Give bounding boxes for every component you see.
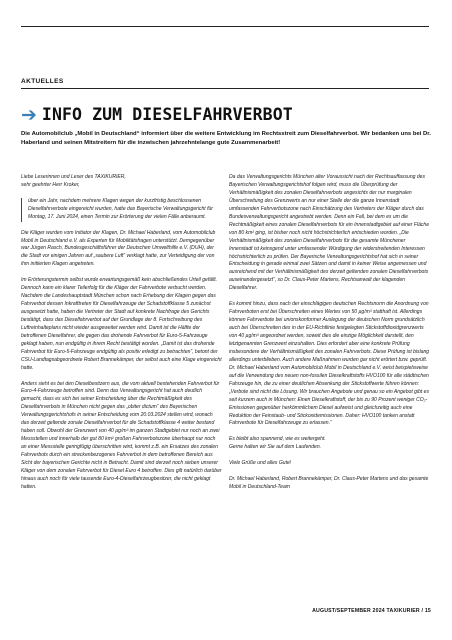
top-divider (21, 26, 429, 27)
footer-separator: / (421, 608, 424, 614)
closing-greeting: Viele Grüße und alles Gute! (229, 460, 292, 467)
left-column (21, 174, 222, 492)
paragraph: Es kommt hinzu, dass nach der einschlägigen deutschen Rechtsnorm die Anordnung von Fahrverboten erst bei Überschreiten eines Wertes von 50 µg/m³ statthaft ist. Allerdings können Fahrverbote bei unionskonformer Auslegung der deutschen Norm grundsätzlich auch bei Überschreiten des in der EU-Richtlinie festgelegten Stickstoffdioxidgrenzwerts von 40 µg/m³ angeordnet werden, soweit dies die einzige Möglichkeit darstellt, den letztgenannten Grenzwert einzuhalten. Dies erfordert aber eine konkrete Prüfung insbesondere der Verhältnismäßigkeit des zonalen Fahrverbots. Diese Prüfung ist bislang allerdings unterblieben. Auch andere Maßnahmen wurden gar nicht erörtert bzw. geprüft. Dr. Michael Haberland vom Automobilclub Mobil in Deutschland e.V. weist beispielsweise auf die Verwendung des neuen non-fossilen Dieselkraftstoffs HVO100 für alle städtischen Fahrzeuge hin, die zu einer deutlichen Absenkung der Stickstoffwerte führen können: „Verbote sind nicht die Lösung. Wir brauchen Angebote und genau so ein Angebot gibt es seit kurzem auch in München: Einen Dieselkraftstoff, der bis zu 90 Prozent weniger CO₂-Emissionen gegenüber herkömmlichem Diesel aufweist und gleichzeitig auch eine Reduktion der Feinstaub- und Stickoxidemissionen. Daher: HVO100 tanken anstatt Fahrverbote für Dieselfahrzeuge zu erlassen.“ (229, 301, 430, 427)
section-label: AKTUELLES (21, 78, 64, 85)
article-headline (21, 106, 293, 125)
signature: Dr. Michael Haberland, Robert Brannekämper, Dr. Claus-Peter Martens und das gesamte Mobil in Deutschland-Team (229, 475, 429, 490)
paragraph: Anders sieht es bei den Dieselbesitzern aus, die vom aktuell bestehenden Fahrverbot für Euro-4-Fahrzeuge betroffen sind. Denn das Verwaltungsgericht hat auch deutlich gemacht, dass es sich bei seiner Entscheidung über die Rechtmäßigkeit des Dieselfahrverbots in München nicht gegen das „obiter dictum“ des Bayerischen Verwaltungsgerichtshofs in seiner Entscheidung vom 20.03.2024 stellen wird, wonach das derzeit geltende zonale Dieselfahrverbot für die Schadstoffklasse 4 weiter bestand haben soll. Obwohl der Grenzwert von 40 µg/m³ im ganzen Stadtgebiet nur noch an zwei Messstellen und innerhalb der gut 80 km² großen Fahrverbotszone überhaupt nur noch an einer Messstelle geringfügig überschritten wird, kommt z.B. ein Ersatzes des zonalen Fahrverbots durch ein streckenbezogenes Fahrverbot in dem betroffenen Bereich aus Sicht der bayerischen Gerichte nicht in Betracht. Damit sind derzeit noch sieben unserer Kläger von dem zonalen Fahrverbot für Diesel Euro 4 betroffen. Dies gilt natürlich darüber hinaus auch noch für viele tausende Euro-4-Dieselfahrzeugbesitzer, die nicht geklagt hatten. (21, 380, 222, 490)
footer-issue: AUGUST/SEPTEMBER 2024 (312, 608, 385, 614)
footer-magazine: TAXIKURIER (386, 608, 420, 614)
footer-page-number: 15 (424, 608, 431, 614)
salutation: Liebe Leserinnen und Leser des TAXIKURIER, sehr geehrter Herr Kroker, (21, 174, 126, 188)
headline-text: INFO ZUM DIESELFAHRVERBOT (41, 105, 293, 125)
arrow-right-icon: ➔ (21, 104, 37, 126)
article-intro: Die Automobilclub „Mobil in Deutschland“ informiert über die weitere Entwicklung im Rechtsstreit zum Dieselfahrverbot. Wir bedanken uns bei Dr. Haberland und seinen Mitstreitern für die inzwischen jahrzehntelange gute Zusammenarbeit! (21, 131, 431, 146)
paragraph: Da das Verwaltungsgerichts München alter Voraussicht nach der Rechtsauffassung des Bayerischen Verwaltungsgerichtshof folgen wird, muss die Überprüfung der Verhältnismäßigkeit des zonalen Dieselfahrverbots angesichts der nur marginalen Überschreitung des Grenzwerts an nur einer Stelle der die ganze Innenstadt umfassenden Fahrverbotszone nach Einschätzung des Vertreters der Kläger durch das Bundesverwaltungsgericht angestrebt werden. Denn ein Fall, bei dem es um die Rechtmäßigkeit eines zonalen Dieselfahrverbots für ein Innenstadtgebiet auf einer Fläche von 80 km² ging, ist bisher noch nicht höchstrichterlich entschieden worden. „Die Verhältnismäßigkeit des zonalen Dieselfahrverbots für die gesamte Münchener Innenstadt ist keinsgend unter umfassender Würdigung der widerstreitenden Interessen höchstrichterlich zu prüfen. Der Bayerische Verwaltungsgerichtshof hat sich in seiner Entscheidung in gerade einmal zwei Sätzen und damit in keiner Weise angemessen und ausreichend mit der Verhältnismäßigkeit des derzeit geltenden zonalen Dieselfahrverbots auseinandergesetzt“, so Dr. Claus-Peter Martens, Rechtsanwalt der klagenden Dieselfahrer. (229, 174, 430, 292)
page-footer (312, 608, 431, 614)
section-divider (21, 88, 429, 89)
quoted-paragraph: über ein Jahr, nachdem mehrere Klagen wegen der kurzfristig beschlossenen Dieselfahrverbote eingereicht wurden, hatte das Bayerische Verwaltungsgericht für Montag, 17. Juni 2024, einen Termin zur Erörterung der vielen Fälle anberaumt. (21, 198, 222, 222)
right-column (229, 174, 430, 492)
paragraph: Es bleibt also spannend, wie es weitergeht. Gerne halten wir Sie auf dem Laufenden. (229, 436, 326, 451)
paragraph: Die Kläger wurden vom Initiator der Klagen, Dr. Michael Haberland, vom Automobilclub Mobil in Deutschland e.V. als Experten für Mobilitätsfragen unterstützt. Demgegenüber war Jürgen Rasch, Bundesgeschäftsführer der Deutschen Umwelthilfe e.V. (DUH), der die Stadt vor einigen Jahren auf „saubere Luft“ verklagt hatte, zur Verteidigung der von ihm initiierten Klagen angetreten. (21, 229, 216, 268)
paragraph: Im Erörterungstermin selbst wurde erwartungsgemäß kein abschließendes Urteil gefällt. Dennoch kann ein klarer Teilerfolg für die Kläger der Fahrverbote verbucht werden. Nachdem die Landeshauptstadt München schon nach Erhebung der Klagen gegen das Fahrverbot dessen Inkrafttreten für Dieselfahrzeuge der Schadstoffklasse 5 zunächst ausgesetzt hatte, haben die Vertreter der Stadt auf konkrete Nachfrage des Gerichts bestätigt, dass das Dieselfahrverbot auf der Grundlage der 8. Fortschreibung des Luftreinhalteplans nicht wieder ausgeweitet werden wird. Damit ist die Hälfte der betroffenen Dieselfahrer, die gegen das drohende Fahrverbot für Euro-5-Fahrzeuge geklagt haben, nun endgültig in ihrem Recht bestätigt worden. „Damit ist das drohende Fahrverbot für Euro-5-Fahrzeuge endgültig als positiv erledigt zu betrachten“, betont der CSU-Landtagsabgeordnete Robert Brannekämper, der selbst auch eine Klage eingereicht hatte. (21, 277, 222, 371)
